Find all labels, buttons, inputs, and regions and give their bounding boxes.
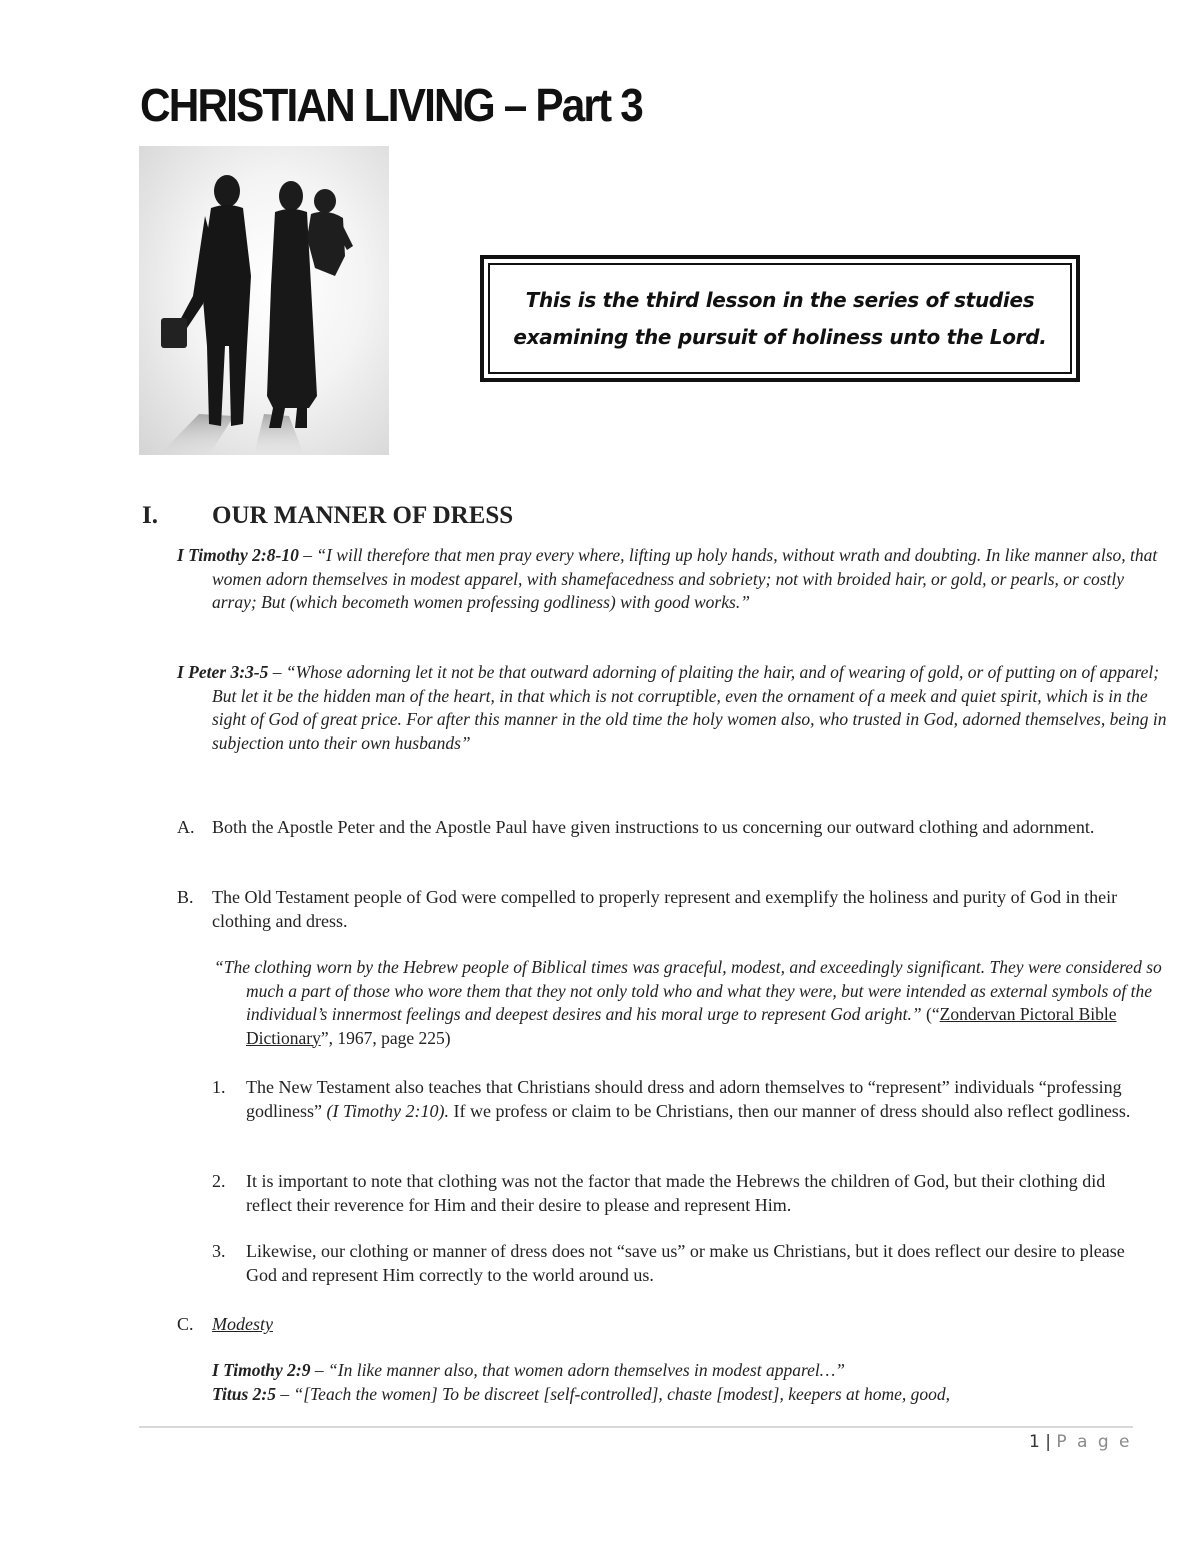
section-heading bbox=[142, 502, 513, 530]
sub-point-text bbox=[212, 1075, 1132, 1123]
quote-source: Zondervan Pictoral Bible Dictionary bbox=[246, 1004, 1117, 1048]
sub-point-2 bbox=[212, 1169, 1132, 1217]
scripture-dash: – bbox=[298, 545, 317, 565]
page-word: P a g e bbox=[1056, 1432, 1132, 1452]
scripture-text: “[Teach the women] To be discreet [self-controlled], chaste [modest], keepers at home, good, bbox=[293, 1384, 951, 1404]
point-a bbox=[177, 815, 1132, 839]
point-text: The Old Testament people of God were compelled to properly represent and exemplify the holiness and purity of God in their clothing and dress. bbox=[212, 887, 1118, 931]
point-text: Both the Apostle Peter and the Apostle Paul have given instructions to us concerning our outward clothing and adornment. bbox=[212, 817, 1095, 837]
point-c bbox=[177, 1312, 1132, 1336]
point-b bbox=[177, 885, 1132, 933]
sub-point-label: 3. bbox=[212, 1241, 226, 1261]
page-title: CHRISTIAN LIVING – Part 3 bbox=[140, 79, 642, 131]
footer-divider bbox=[139, 1426, 1133, 1428]
callout-line-2: examining the pursuit of holiness unto the Lord. bbox=[513, 324, 1047, 349]
scripture-1-peter-3-3 bbox=[177, 661, 1172, 755]
sub-point-3 bbox=[212, 1239, 1132, 1287]
sub-point-text: It is important to note that clothing was not the factor that made the Hebrews the children of God, but their clothing did reflect their reverence for Him and their desire to please and represent Him. bbox=[246, 1171, 1106, 1215]
scripture-dash: – bbox=[276, 1384, 294, 1404]
point-label: A. bbox=[177, 817, 195, 837]
point-label: C. bbox=[177, 1314, 194, 1334]
sub-point-label: 1. bbox=[212, 1077, 226, 1097]
sub-point-text-b: If we profess or claim to be Christians, then our manner of dress should also reflect godliness. bbox=[448, 1101, 1131, 1121]
scripture-text: “I will therefore that men pray every where, lifting up holy hands, without wrath and doubting. In like manner also, that women adorn themselves in modest apparel, with shamefacedness and sobriety; not with broided hair, or gold, or pearls, or costly array; But (which becometh women professing godliness) with good works.” bbox=[212, 545, 1158, 612]
scripture-dash: – bbox=[310, 1360, 329, 1380]
sub-point-label: 2. bbox=[212, 1171, 226, 1191]
scripture-text: “Whose adorning let it not be that outward adorning of plaiting the hair, and of wearing of gold, or of putting on of apparel; But let it be the hidden man of the heart, in that which is not corruptible, even the ornament of a meek and quiet spirit, which is in the sight of God of great price. For after this manner in the old time the holy women also, who trusted in God, adorned themselves, being in subjection unto their own husbands” bbox=[212, 662, 1167, 753]
scripture-1-timothy-2-9 bbox=[212, 1359, 1132, 1383]
sub-point-ref: (I Timothy 2:10). bbox=[326, 1101, 449, 1121]
footer-separator: | bbox=[1039, 1432, 1057, 1452]
quote-cite-close: ”, 1967, page 225) bbox=[320, 1027, 451, 1048]
sub-point-text-a: The New Testament also teaches that Christians should dress and adorn themselves to “represent” individuals “professing godliness” bbox=[246, 1077, 1122, 1121]
sub-point-1 bbox=[212, 1075, 1132, 1123]
family-silhouette-icon bbox=[139, 146, 389, 455]
intro-callout-box bbox=[480, 255, 1080, 382]
section-number: I. bbox=[142, 502, 158, 529]
scripture-ref: I Timothy 2:9 bbox=[212, 1360, 311, 1380]
point-text: Modesty bbox=[212, 1314, 273, 1334]
sub-point-text: Likewise, our clothing or manner of dress does not “save us” or make us Christians, but it does reflect our desire to please God and represent Him correctly to the world around us. bbox=[246, 1241, 1125, 1285]
scripture-ref: I Peter 3:3-5 bbox=[177, 662, 269, 682]
family-silhouette-photo bbox=[139, 146, 389, 455]
scripture-ref: Titus 2:5 bbox=[212, 1384, 277, 1404]
page-number: 1 bbox=[1028, 1432, 1040, 1452]
quote-cite-open: (“ bbox=[921, 1004, 940, 1024]
scripture-text: “In like manner also, that women adorn themselves in modest apparel…” bbox=[328, 1360, 846, 1380]
section-title: OUR MANNER OF DRESS bbox=[212, 502, 514, 529]
point-label: B. bbox=[177, 887, 194, 907]
quote-text: “The clothing worn by the Hebrew people of Biblical times was graceful, modest, and exceedingly significant. They were considered so much a part of those who wore them that they not only told who and what they were, but were intended as external symbols of the individual’s innermost feelings and deepest desires and his moral urge to represent God aright.” bbox=[214, 957, 1162, 1024]
scripture-dash: – bbox=[268, 662, 286, 682]
dictionary-quote bbox=[214, 956, 1166, 1050]
page-footer bbox=[1029, 1432, 1132, 1452]
scripture-ref: I Timothy 2:8-10 bbox=[177, 545, 299, 565]
scripture-titus-2-5 bbox=[212, 1383, 1132, 1407]
callout-line-1: This is the third lesson in the series of studies bbox=[525, 287, 1035, 312]
scripture-1-timothy-2-8 bbox=[177, 544, 1172, 615]
